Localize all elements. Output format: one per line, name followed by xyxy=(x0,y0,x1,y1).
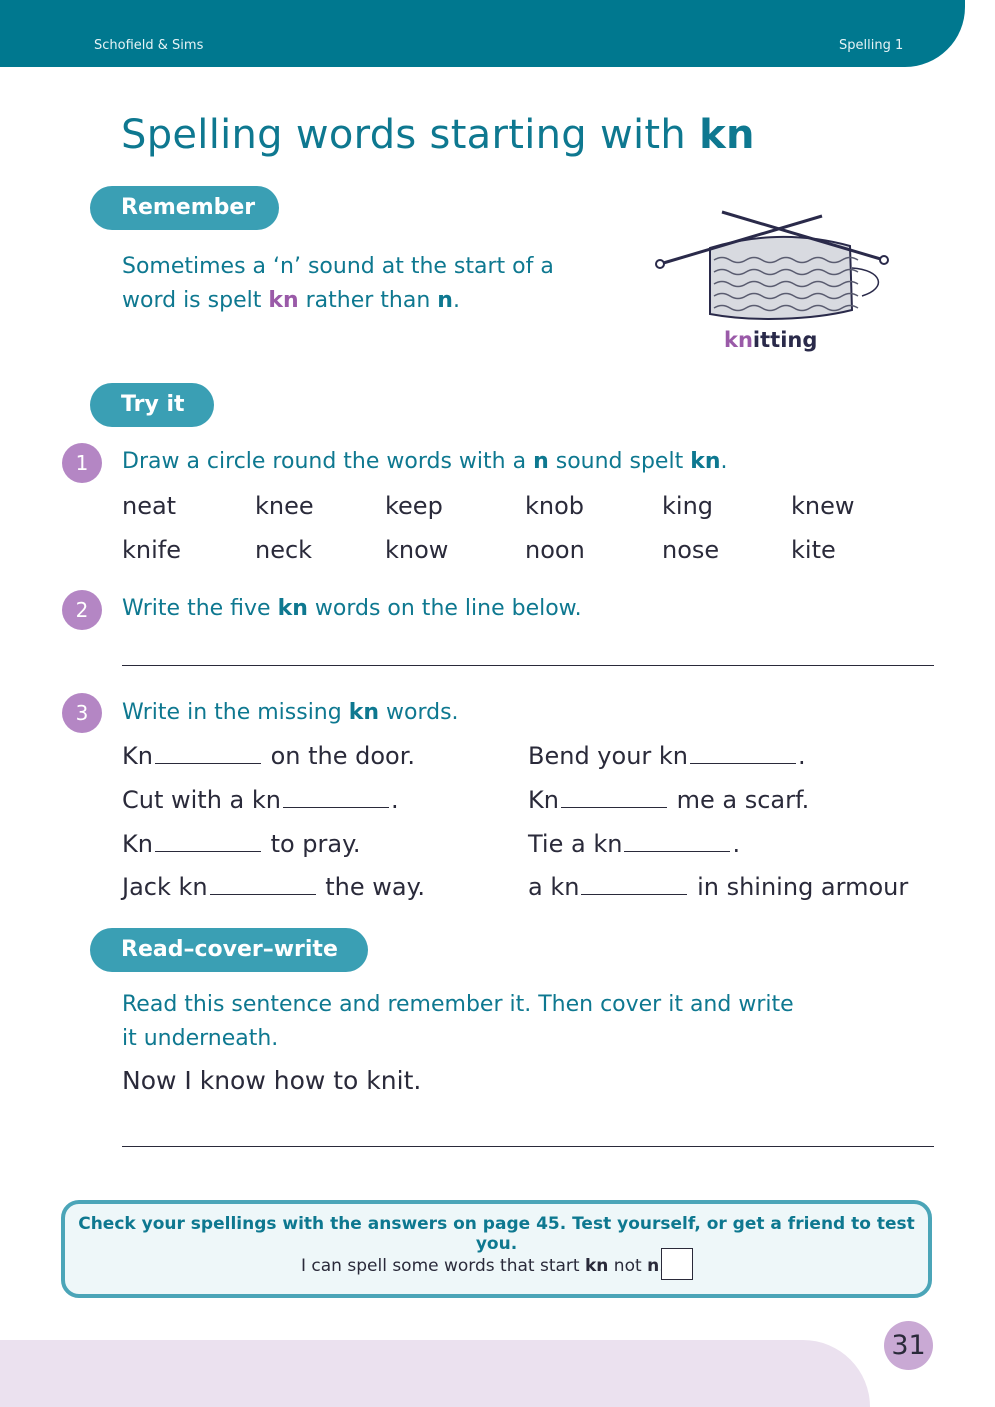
gap-sentence: Kn to pray. xyxy=(122,830,361,858)
footer-band xyxy=(0,1340,870,1407)
read-cover-write-label: Read–cover–write xyxy=(90,928,368,972)
try-it-label: Try it xyxy=(90,383,214,427)
knitting-illustration xyxy=(652,208,892,328)
read-cover-write-instruction: Read this sentence and remember it. Then cover it and write it underneath. xyxy=(122,992,794,1051)
answer-line-rcw[interactable] xyxy=(122,1146,934,1147)
gap-sentence: Tie a kn . xyxy=(528,830,741,858)
self-check-panel xyxy=(61,1200,932,1298)
question-1-number: 1 xyxy=(62,443,102,483)
question-1-text: Draw a circle round the words with a n sound spelt kn. xyxy=(122,449,728,474)
word-option[interactable]: keep xyxy=(385,492,443,520)
remember-line-2: word is spelt kn rather than n. xyxy=(122,288,460,313)
word-option[interactable]: kite xyxy=(791,536,836,564)
publisher-name: Schofield & Sims xyxy=(94,38,204,53)
gap-sentence: Cut with a kn . xyxy=(122,786,399,814)
knitting-caption: knitting xyxy=(724,328,818,352)
word-option[interactable]: neat xyxy=(122,492,177,520)
word-option[interactable]: knob xyxy=(525,492,585,520)
self-check-tickbox[interactable] xyxy=(661,1248,693,1280)
question-3-number: 3 xyxy=(62,693,102,733)
page-title xyxy=(121,112,755,158)
gap-blank[interactable] xyxy=(155,743,261,764)
word-option[interactable]: noon xyxy=(525,536,585,564)
question-2-text: Write the five kn words on the line below. xyxy=(122,596,582,621)
title-text: Spelling words starting with xyxy=(121,112,700,158)
gap-blank[interactable] xyxy=(561,787,667,808)
word-option[interactable]: knee xyxy=(255,492,314,520)
page-number: 31 xyxy=(884,1321,933,1370)
gap-blank[interactable] xyxy=(690,743,796,764)
word-option[interactable]: knife xyxy=(122,536,181,564)
word-option[interactable]: know xyxy=(385,536,449,564)
gap-blank[interactable] xyxy=(283,787,389,808)
practice-sentence: Now I know how to knit. xyxy=(122,1066,422,1095)
word-option[interactable]: neck xyxy=(255,536,313,564)
word-option[interactable]: king xyxy=(662,492,714,520)
gap-sentence: a kn in shining armour xyxy=(528,873,909,901)
answer-line-q2[interactable] xyxy=(122,665,934,666)
question-3-text: Write in the missing kn words. xyxy=(122,700,459,725)
header-bar xyxy=(0,0,965,67)
gap-sentence: Kn on the door. xyxy=(122,742,416,770)
gap-blank[interactable] xyxy=(624,831,730,852)
gap-blank[interactable] xyxy=(581,874,687,895)
gap-blank[interactable] xyxy=(210,874,316,895)
gap-sentence: Jack kn the way. xyxy=(122,873,426,901)
gap-sentence: Kn me a scarf. xyxy=(528,786,810,814)
word-option[interactable]: nose xyxy=(662,536,720,564)
gap-sentence: Bend your kn . xyxy=(528,742,806,770)
remember-text xyxy=(122,250,612,318)
check-instruction: Check your spellings with the answers on page 45. Test yourself, or get a friend to test you. xyxy=(78,1214,915,1254)
remember-label: Remember xyxy=(90,186,279,230)
gap-blank[interactable] xyxy=(155,831,261,852)
series-name: Spelling 1 xyxy=(839,38,904,53)
title-kn: kn xyxy=(699,112,755,158)
question-2-number: 2 xyxy=(62,590,102,630)
word-option[interactable]: knew xyxy=(791,492,855,520)
remember-line-1: Sometimes a ‘n’ sound at the start of a xyxy=(122,254,554,279)
check-statement: I can spell some words that start kn not n xyxy=(301,1256,660,1276)
